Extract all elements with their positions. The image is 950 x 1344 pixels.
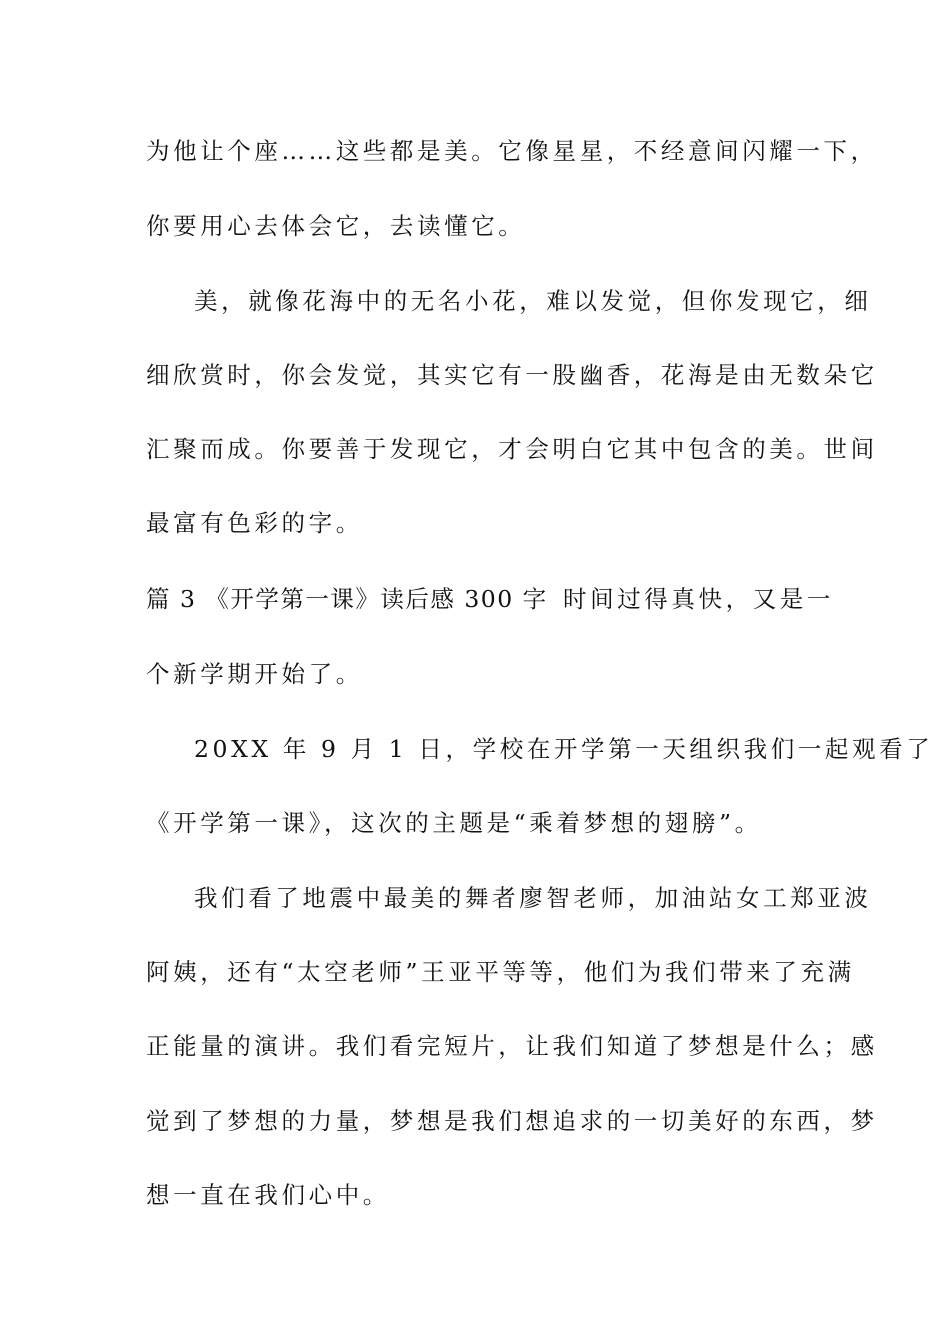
text-line: 想一直在我们心中。 xyxy=(146,1181,390,1209)
text-line: 为他让个座……这些都是美。它像星星，不经意间闪耀一下， xyxy=(146,137,878,165)
text-line: 美，就像花海中的无名小花，难以发觉，但你发现它，细 xyxy=(194,287,872,315)
section-heading: 篇 3 《开学第一课》读后感 300 字 xyxy=(146,585,548,613)
text-line: 《开学第一课》，这次的主题是“乘着梦想的翅膀”。 xyxy=(146,809,762,837)
text-line: 时间过得真快，又是一 xyxy=(563,585,834,613)
text-line: 个新学期开始了。 xyxy=(146,660,363,688)
text-line: 觉到了梦想的力量，梦想是我们想追求的一切美好的东西，梦 xyxy=(146,1107,878,1135)
text-line: 最富有色彩的字。 xyxy=(146,509,363,537)
text-line: 我们看了地震中最美的舞者廖智老师，加油站女工郑亚波 xyxy=(194,884,872,912)
text-line: 细欣赏时，你会发觉，其实它有一股幽香，花海是由无数朵它 xyxy=(146,361,878,389)
text-line: 正能量的演讲。我们看完短片，让我们知道了梦想是什么；感 xyxy=(146,1032,878,1060)
text-line: 20XX 年 9 月 1 日，学校在开学第一天组织我们一起观看了 xyxy=(194,735,934,763)
text-line: 汇聚而成。你要善于发现它，才会明白它其中包含的美。世间 xyxy=(146,435,878,463)
text-line: 你要用心去体会它，去读懂它。 xyxy=(146,212,526,240)
text-line: 阿姨，还有“太空老师”王亚平等等，他们为我们带来了充满 xyxy=(146,958,855,986)
